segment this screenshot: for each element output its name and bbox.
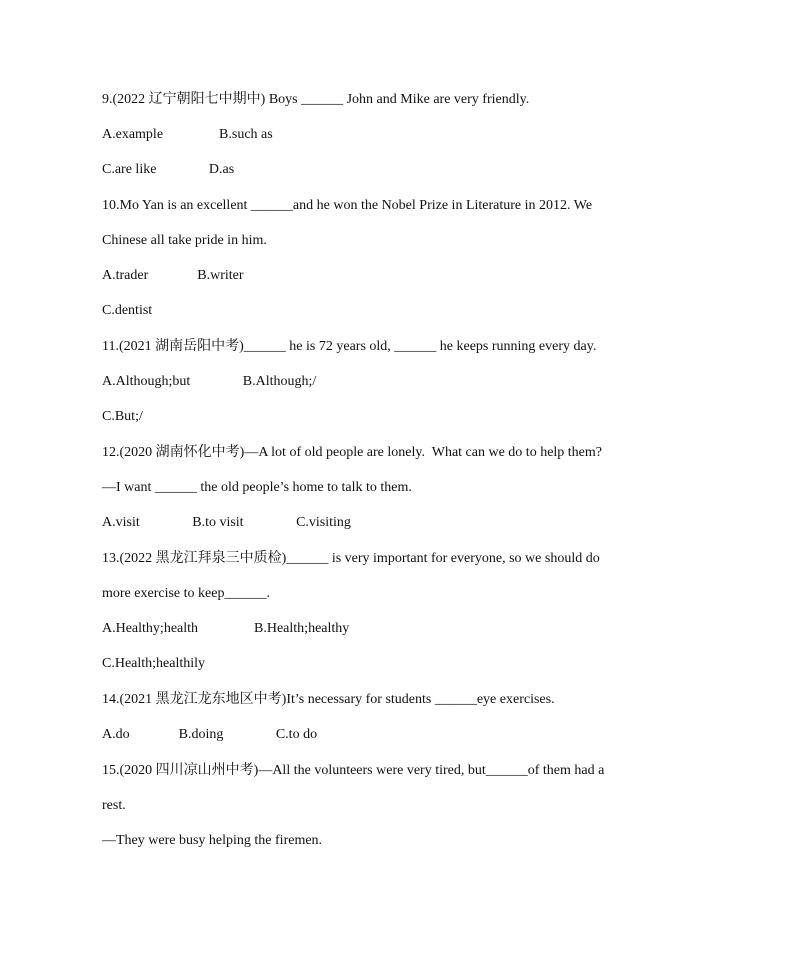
- q11-options-ab: A.Although;but B.Although;/: [102, 374, 317, 389]
- q12-stem-line-1: 12.(2020 湖南怀化中考)—A lot of old people are lonely. What can we do to help them?: [102, 445, 603, 460]
- q9-options-ab: A.example B.such as: [102, 127, 273, 142]
- q10-options-ab: A.trader B.writer: [102, 268, 244, 283]
- q9-options-cd: C.are like D.as: [102, 162, 235, 177]
- q13-stem-line-1: 13.(2022 黑龙江拜泉三中质检)______ is very important for everyone, so we should do: [102, 551, 600, 566]
- q9-stem: 9.(2022 辽宁朝阳七中期中) Boys ______ John and Mike are very friendly.: [102, 92, 530, 107]
- q15-stem-line-2: rest.: [102, 798, 126, 813]
- q14-options: A.do B.doing C.to do: [102, 727, 318, 742]
- q13-option-c: C.Health;healthily: [102, 656, 206, 671]
- q11-option-c: C.But;/: [102, 409, 143, 424]
- q12-options: A.visit B.to visit C.visiting: [102, 515, 351, 530]
- q15-stem-line-1: 15.(2020 四川凉山州中考)—All the volunteers were very tired, but______of them had a: [102, 763, 605, 778]
- q10-stem-line-2: Chinese all take pride in him.: [102, 233, 267, 248]
- q14-stem: 14.(2021 黑龙江龙东地区中考)It’s necessary for students ______eye exercises.: [102, 692, 555, 707]
- q13-stem-line-2: more exercise to keep______.: [102, 586, 270, 601]
- q13-options-ab: A.Healthy;health B.Health;healthy: [102, 621, 350, 636]
- q15-reply: —They were busy helping the firemen.: [102, 833, 323, 848]
- q12-stem-line-2: —I want ______ the old people’s home to talk to them.: [102, 480, 412, 495]
- q10-stem-line-1: 10.Mo Yan is an excellent ______and he won the Nobel Prize in Literature in 2012. We: [102, 198, 593, 213]
- q11-stem: 11.(2021 湖南岳阳中考)______ he is 72 years old, ______ he keeps running every day.: [102, 339, 597, 354]
- q10-option-c: C.dentist: [102, 303, 153, 318]
